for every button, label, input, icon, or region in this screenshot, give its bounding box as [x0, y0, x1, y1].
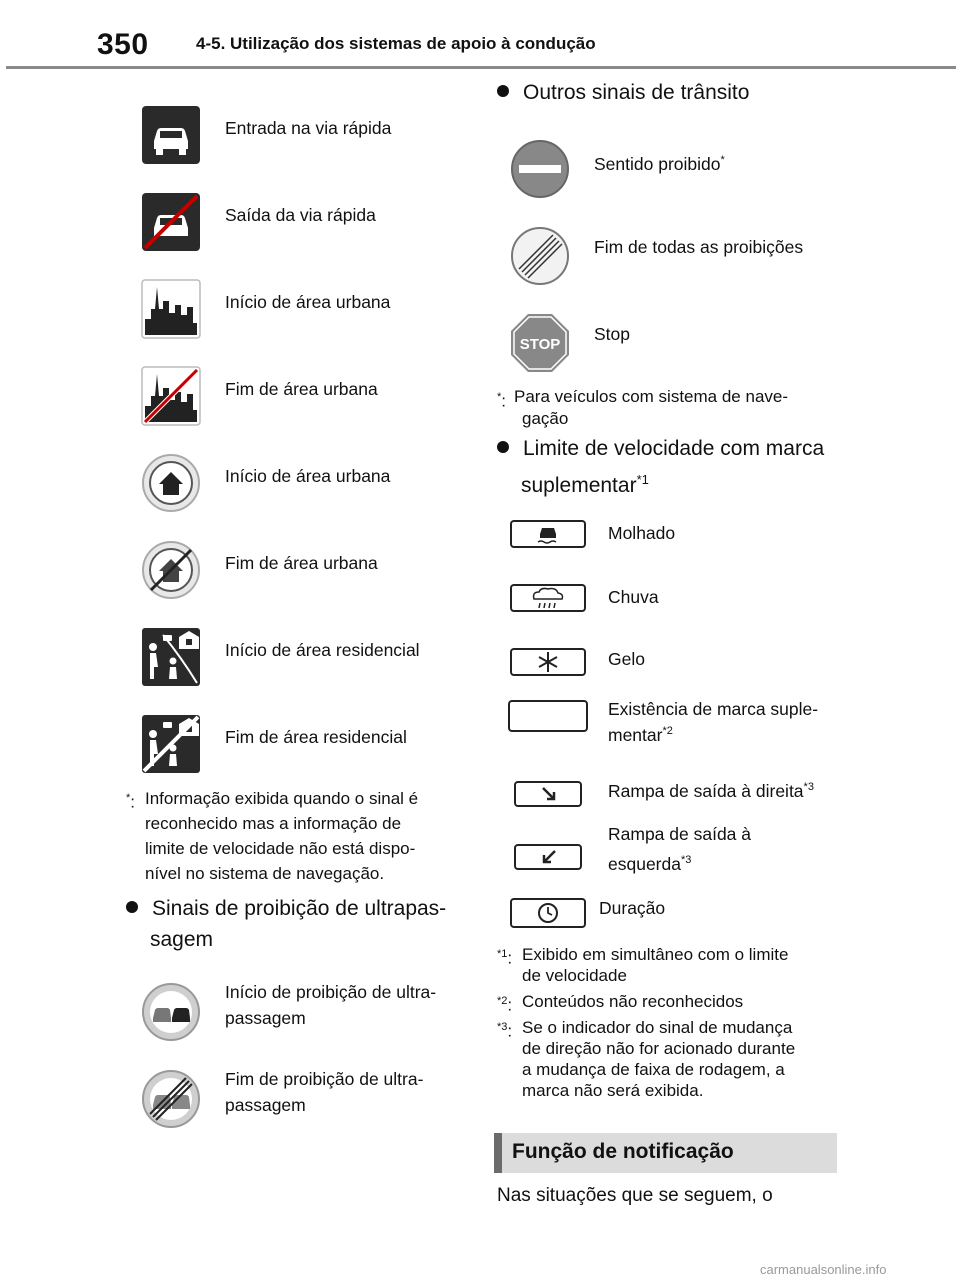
arrow-right-plate-icon — [514, 781, 582, 807]
footnote-marker: * — [126, 792, 131, 804]
section-title: 4-5. Utilização dos sistemas de apoio à condução — [196, 34, 596, 53]
sign-row — [141, 982, 436, 1042]
page-number: 350 — [97, 28, 149, 61]
plate-row — [510, 584, 659, 612]
page-header — [0, 0, 960, 70]
plate-row — [510, 520, 675, 548]
rain-plate-icon — [510, 584, 586, 612]
sign-row — [141, 627, 420, 687]
footnote-line: Informação exibida quando o sinal é — [145, 789, 419, 808]
city-crossed-sign-icon — [141, 366, 201, 426]
speed-limit-heading: Limite de velocidade com marca suplementar$^{*1}$ — [497, 433, 824, 501]
city-sign-icon — [141, 279, 201, 339]
sign-row — [510, 226, 803, 286]
sign-label: Stop — [594, 324, 630, 344]
plate-row — [508, 700, 818, 746]
sign-row — [141, 366, 378, 426]
blank-plate-icon — [508, 700, 588, 732]
plate-row — [514, 824, 752, 877]
plate-row — [514, 781, 814, 807]
wet-road-plate-icon — [510, 520, 586, 548]
notification-title: Função de notificação — [512, 1140, 734, 1163]
sign-label: Entrada na via rápida — [225, 118, 392, 138]
stop-sign-icon — [510, 313, 570, 373]
plate-label: Duração — [599, 898, 666, 918]
plate-label: Existência de marca suple- mentar$^{*2}$ — [608, 699, 819, 745]
sign-row — [141, 453, 390, 513]
sign-label: Fim de área urbana — [225, 379, 378, 399]
sign-label: Saída da via rápida — [225, 205, 376, 225]
footnote-line: reconhecido mas a informação de — [145, 814, 402, 833]
residential-sign-icon — [141, 627, 201, 687]
car-sign-icon — [141, 105, 201, 165]
sign-label: Início de área urbana — [225, 292, 391, 312]
plate-label: Molhado — [608, 523, 676, 543]
sign-label: Fim de todas as proibições — [594, 237, 804, 257]
footnote-line: nível no sistema de navegação. — [145, 864, 385, 883]
sign-label: Fim de proibição de ultra- passagem — [225, 1069, 424, 1115]
plate-row — [510, 648, 645, 676]
sign-label: Fim de área urbana — [225, 553, 378, 573]
plate-label: Chuva — [608, 587, 659, 607]
sign-label: Início de área residencial — [225, 640, 420, 660]
watermark: carmanualsonline.info — [760, 1262, 887, 1277]
snowflake-plate-icon — [510, 648, 586, 676]
sign-row — [141, 105, 391, 165]
arrow-left-plate-icon — [514, 844, 582, 870]
no-entry-sign-icon — [510, 139, 570, 199]
notification-section-header — [494, 1133, 837, 1173]
plate-label: Rampa de saída à direita$^{*3}$ — [608, 780, 814, 801]
sign-row — [141, 192, 376, 252]
stop-sign-text: STOP — [519, 336, 561, 353]
house-round-sign-icon — [141, 453, 201, 513]
house-crossed-sign-icon — [141, 540, 201, 600]
bullet-icon — [497, 85, 509, 97]
footnote-line: limite de velocidade não está dispo- — [145, 839, 416, 858]
end-no-overtaking-sign-icon — [141, 1069, 201, 1129]
sign-row — [141, 279, 390, 339]
residential-crossed-sign-icon — [141, 714, 201, 774]
sign-row — [141, 1069, 423, 1129]
car-crossed-sign-icon — [141, 192, 201, 252]
plate-label: Gelo — [608, 649, 645, 669]
plate-label: Rampa de saída à esquerda$^{*3}$ — [608, 824, 752, 874]
section-accent-bar — [494, 1133, 502, 1173]
header-divider — [6, 66, 956, 69]
sign-row — [510, 313, 630, 373]
plate-row — [510, 898, 665, 928]
sign-row — [141, 714, 407, 774]
no-overtaking-sign-icon — [141, 982, 201, 1042]
sign-row — [141, 540, 378, 600]
other-signs-heading: Outros sinais de trânsito — [497, 77, 749, 108]
sign-label: Início de área urbana — [225, 466, 391, 486]
bullet-icon — [126, 901, 138, 913]
sign-label: Fim de área residencial — [225, 727, 407, 747]
sign-row — [510, 139, 725, 199]
clock-plate-icon — [510, 898, 586, 928]
overtaking-heading: Sinais de proibição de ultrapas- sagem — [126, 893, 446, 955]
sign-label: Início de proibição de ultra- passagem — [225, 982, 437, 1028]
end-all-restrictions-sign-icon — [510, 226, 570, 286]
bullet-icon — [497, 441, 509, 453]
body-text: Nas situações que se seguem, o — [497, 1185, 773, 1206]
sign-label: Sentido proibido* — [594, 153, 725, 174]
